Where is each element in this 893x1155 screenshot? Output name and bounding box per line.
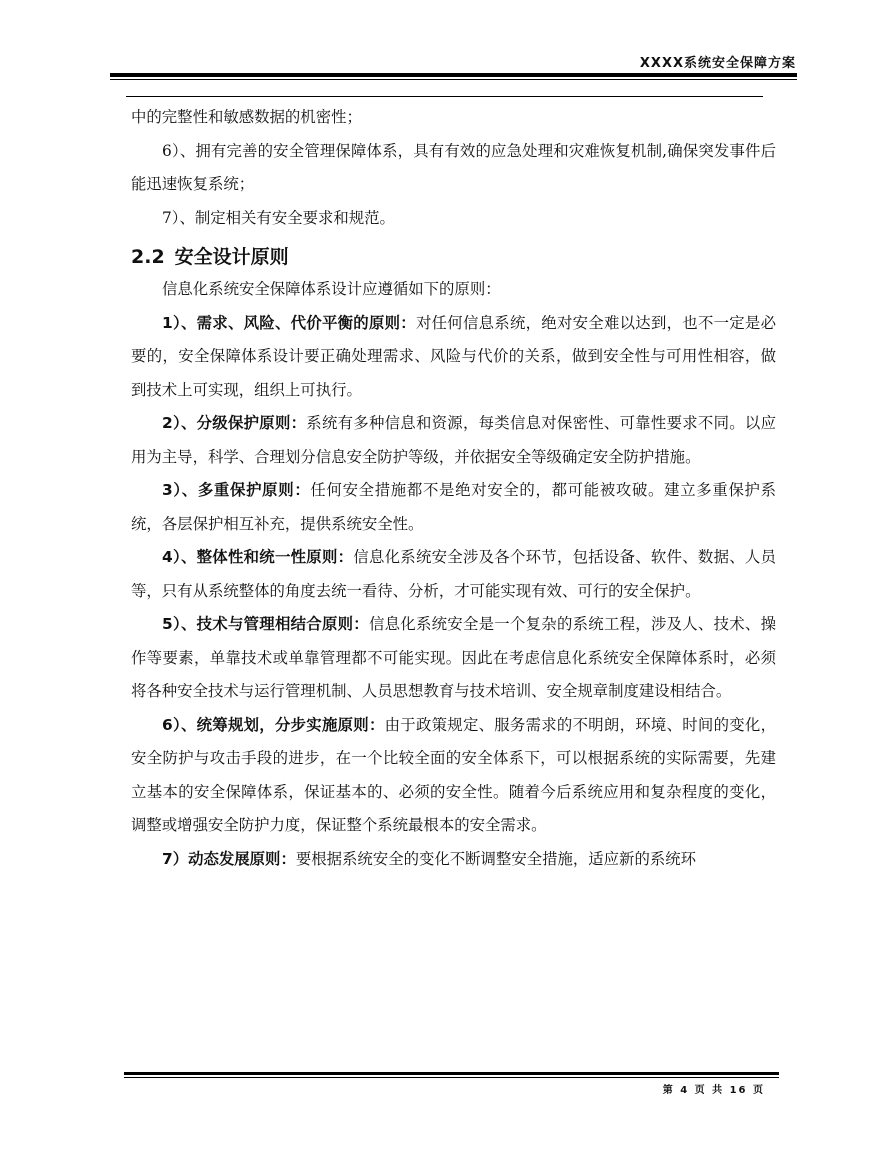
principle-lead: 6）、统筹规划，分步实施原则： [162, 715, 385, 734]
intro-paragraph: 信息化系统安全保障体系设计应遵循如下的原则： [162, 280, 501, 298]
principle-text: 要根据系统安全的变化不断调整安全措施，适应新的系统环 [295, 849, 697, 868]
footer-rule-thin [124, 1077, 779, 1078]
paragraph: 中的完整性和敏感数据的机密性； [131, 108, 362, 126]
principle-text: 任何安全措施都不是绝对安全的，都可能被攻破。建立多重保护系统，各层保护相互补充，提供系统安全性。 [131, 481, 776, 533]
principle-text: 系统有多种信息和资源，每类信息对保密性、可靠性要求不同。以应用为主导，科学、合理划分信息安全防护等级，并依据安全等级确定安全防护措施。 [131, 414, 776, 466]
section-heading [131, 241, 776, 273]
paragraph: 7）、制定相关有安全要求和规范。 [162, 208, 395, 227]
principle-7 [131, 843, 776, 877]
section-title: 安全设计原则 [174, 246, 289, 268]
paragraph: 6）、拥有完善的安全管理保障体系，具有有效的应急处理和灾难恢复机制,确保突发事件后能迅速恢复系统； [131, 141, 776, 193]
section-number: 2.2 [131, 246, 165, 268]
principle-lead: 7）动态发展原则： [162, 849, 296, 868]
principle-text: 对任何信息系统，绝对安全难以达到，也不一定是必要的，安全保障体系设计要正确处理需求、风险与代价的关系，做到安全性与可用性相容，做到技术上可实现，组织上可执行。 [131, 313, 776, 399]
principle-4 [131, 541, 776, 608]
principle-2 [131, 407, 776, 474]
principle-lead: 3）、多重保护原则： [162, 481, 311, 499]
footer-rule-thick [124, 1072, 779, 1075]
principle-5 [131, 608, 776, 709]
principle-3 [131, 474, 776, 541]
principle-1 [131, 307, 776, 408]
page-number: 第 4 页 共 16 页 [662, 1085, 765, 1096]
principle-6 [131, 709, 776, 843]
principle-lead: 5）、技术与管理相结合原则： [162, 615, 369, 633]
principle-text: 信息化系统安全涉及各个环节，包括设备、软件、数据、人员等，只有从系统整体的角度去统一看待、分析，才可能实现有效、可行的安全保护。 [131, 548, 776, 600]
principle-lead: 4）、整体性和统一性原则： [162, 548, 354, 566]
header-rule-thin [110, 79, 797, 80]
header-rule-thick [110, 73, 797, 77]
principle-text: 由于政策规定、服务需求的不明朗，环境、时间的变化，安全防护与攻击手段的进步，在一个比较全面的安全体系下，可以根据系统的实际需要，先建立基本的安全保障体系，保证基本的、必须的安全性。随着今后系统应用和复杂程度的变化，调整或增强安全防护力度，保证整个系统最根本的安全需求。 [131, 715, 776, 834]
principle-lead: 2）、分级保护原则： [162, 414, 307, 432]
page-body [131, 101, 776, 876]
principle-text: 信息化系统安全是一个复杂的系统工程，涉及人、技术、操作等要素，单靠技术或单靠管理都不可能实现。因此在考虑信息化系统安全保障体系时，必须将各种安全技术与运行管理机制、人员思想教育与技术培训、安全规章制度建设相结合。 [131, 615, 776, 700]
header-title: XXXX系统安全保障方案 [639, 56, 796, 71]
principle-lead: 1）、需求、风险、代价平衡的原则： [162, 313, 416, 332]
header-rule-inner [126, 96, 763, 97]
